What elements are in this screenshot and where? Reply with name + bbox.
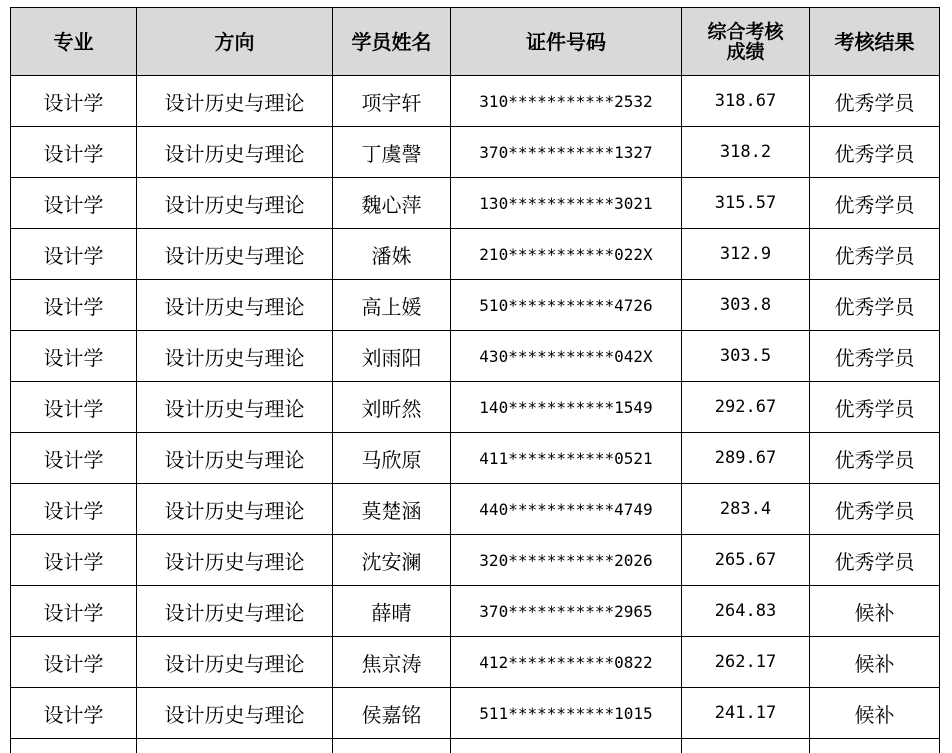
table-body xyxy=(11,76,940,753)
cell-id-number: 412***********0822 xyxy=(451,637,682,688)
cell-direction: 设计历史与理论 xyxy=(137,637,333,688)
cell-result: 优秀学员 xyxy=(810,127,940,178)
cell-direction: 设计历史与理论 xyxy=(137,280,333,331)
cell-empty xyxy=(11,739,137,753)
table-row xyxy=(11,484,940,535)
cell-student-name: 潘姝 xyxy=(333,229,451,280)
cell-score: 318.2 xyxy=(682,127,810,178)
cell-id-number: 320***********2026 xyxy=(451,535,682,586)
cell-result: 候补 xyxy=(810,586,940,637)
table-row xyxy=(11,229,940,280)
cell-student-name: 项宇轩 xyxy=(333,76,451,127)
cell-major: 设计学 xyxy=(11,229,137,280)
cell-score: 303.5 xyxy=(682,331,810,382)
cell-result: 优秀学员 xyxy=(810,484,940,535)
table-row xyxy=(11,76,940,127)
cell-direction: 设计历史与理论 xyxy=(137,586,333,637)
cell-major: 设计学 xyxy=(11,433,137,484)
cell-major: 设计学 xyxy=(11,484,137,535)
header-student-name: 学员姓名 xyxy=(333,8,451,76)
cell-student-name: 薛晴 xyxy=(333,586,451,637)
table-row xyxy=(11,331,940,382)
cell-major: 设计学 xyxy=(11,127,137,178)
cell-student-name: 高上媛 xyxy=(333,280,451,331)
cell-score: 289.67 xyxy=(682,433,810,484)
cell-id-number: 140***********1549 xyxy=(451,382,682,433)
cell-major: 设计学 xyxy=(11,178,137,229)
table-row xyxy=(11,280,940,331)
table-row xyxy=(11,586,940,637)
cell-id-number: 370***********2965 xyxy=(451,586,682,637)
cell-empty xyxy=(451,739,682,753)
cell-score: 292.67 xyxy=(682,382,810,433)
table-row-partial xyxy=(11,739,940,753)
cell-major: 设计学 xyxy=(11,535,137,586)
cell-id-number: 310***********2532 xyxy=(451,76,682,127)
results-table xyxy=(10,7,940,753)
cell-result: 优秀学员 xyxy=(810,76,940,127)
cell-score: 262.17 xyxy=(682,637,810,688)
cell-empty xyxy=(333,739,451,753)
cell-id-number: 130***********3021 xyxy=(451,178,682,229)
cell-direction: 设计历史与理论 xyxy=(137,76,333,127)
header-direction: 方向 xyxy=(137,8,333,76)
table-row xyxy=(11,127,940,178)
cell-result: 优秀学员 xyxy=(810,433,940,484)
cell-score: 241.17 xyxy=(682,688,810,739)
cell-student-name: 莫楚涵 xyxy=(333,484,451,535)
cell-id-number: 411***********0521 xyxy=(451,433,682,484)
cell-direction: 设计历史与理论 xyxy=(137,433,333,484)
cell-major: 设计学 xyxy=(11,76,137,127)
cell-result: 优秀学员 xyxy=(810,280,940,331)
cell-direction: 设计历史与理论 xyxy=(137,382,333,433)
cell-score: 283.4 xyxy=(682,484,810,535)
cell-id-number: 510***********4726 xyxy=(451,280,682,331)
cell-result: 候补 xyxy=(810,637,940,688)
header-result: 考核结果 xyxy=(810,8,940,76)
cell-result: 优秀学员 xyxy=(810,535,940,586)
cell-major: 设计学 xyxy=(11,382,137,433)
table-row xyxy=(11,688,940,739)
cell-result: 优秀学员 xyxy=(810,229,940,280)
cell-student-name: 侯嘉铭 xyxy=(333,688,451,739)
cell-score: 303.8 xyxy=(682,280,810,331)
header-score: 综合考核成绩 xyxy=(682,8,810,76)
cell-student-name: 马欣原 xyxy=(333,433,451,484)
cell-id-number: 440***********4749 xyxy=(451,484,682,535)
cell-result: 候补 xyxy=(810,688,940,739)
cell-score: 318.67 xyxy=(682,76,810,127)
cell-student-name: 丁虞謦 xyxy=(333,127,451,178)
cell-student-name: 魏心萍 xyxy=(333,178,451,229)
cell-score: 312.9 xyxy=(682,229,810,280)
table-row xyxy=(11,433,940,484)
cell-major: 设计学 xyxy=(11,586,137,637)
cell-direction: 设计历史与理论 xyxy=(137,484,333,535)
table-header-row xyxy=(11,8,940,76)
cell-direction: 设计历史与理论 xyxy=(137,178,333,229)
cell-major: 设计学 xyxy=(11,280,137,331)
cell-id-number: 210***********022X xyxy=(451,229,682,280)
cell-empty xyxy=(810,739,940,753)
cell-result: 优秀学员 xyxy=(810,331,940,382)
cell-major: 设计学 xyxy=(11,688,137,739)
cell-score: 264.83 xyxy=(682,586,810,637)
cell-major: 设计学 xyxy=(11,637,137,688)
cell-direction: 设计历史与理论 xyxy=(137,229,333,280)
cell-score: 265.67 xyxy=(682,535,810,586)
cell-student-name: 沈安澜 xyxy=(333,535,451,586)
cell-score: 315.57 xyxy=(682,178,810,229)
cell-direction: 设计历史与理论 xyxy=(137,688,333,739)
cell-major: 设计学 xyxy=(11,331,137,382)
cell-student-name: 焦京涛 xyxy=(333,637,451,688)
cell-direction: 设计历史与理论 xyxy=(137,127,333,178)
cell-empty xyxy=(682,739,810,753)
cell-direction: 设计历史与理论 xyxy=(137,535,333,586)
table-row xyxy=(11,382,940,433)
table-row xyxy=(11,637,940,688)
cell-direction: 设计历史与理论 xyxy=(137,331,333,382)
cell-id-number: 370***********1327 xyxy=(451,127,682,178)
header-id-number: 证件号码 xyxy=(451,8,682,76)
cell-id-number: 511***********1015 xyxy=(451,688,682,739)
cell-empty xyxy=(137,739,333,753)
cell-id-number: 430***********042X xyxy=(451,331,682,382)
cell-student-name: 刘雨阳 xyxy=(333,331,451,382)
cell-result: 优秀学员 xyxy=(810,382,940,433)
cell-result: 优秀学员 xyxy=(810,178,940,229)
table-row xyxy=(11,535,940,586)
cell-student-name: 刘昕然 xyxy=(333,382,451,433)
header-major: 专业 xyxy=(11,8,137,76)
table-row xyxy=(11,178,940,229)
